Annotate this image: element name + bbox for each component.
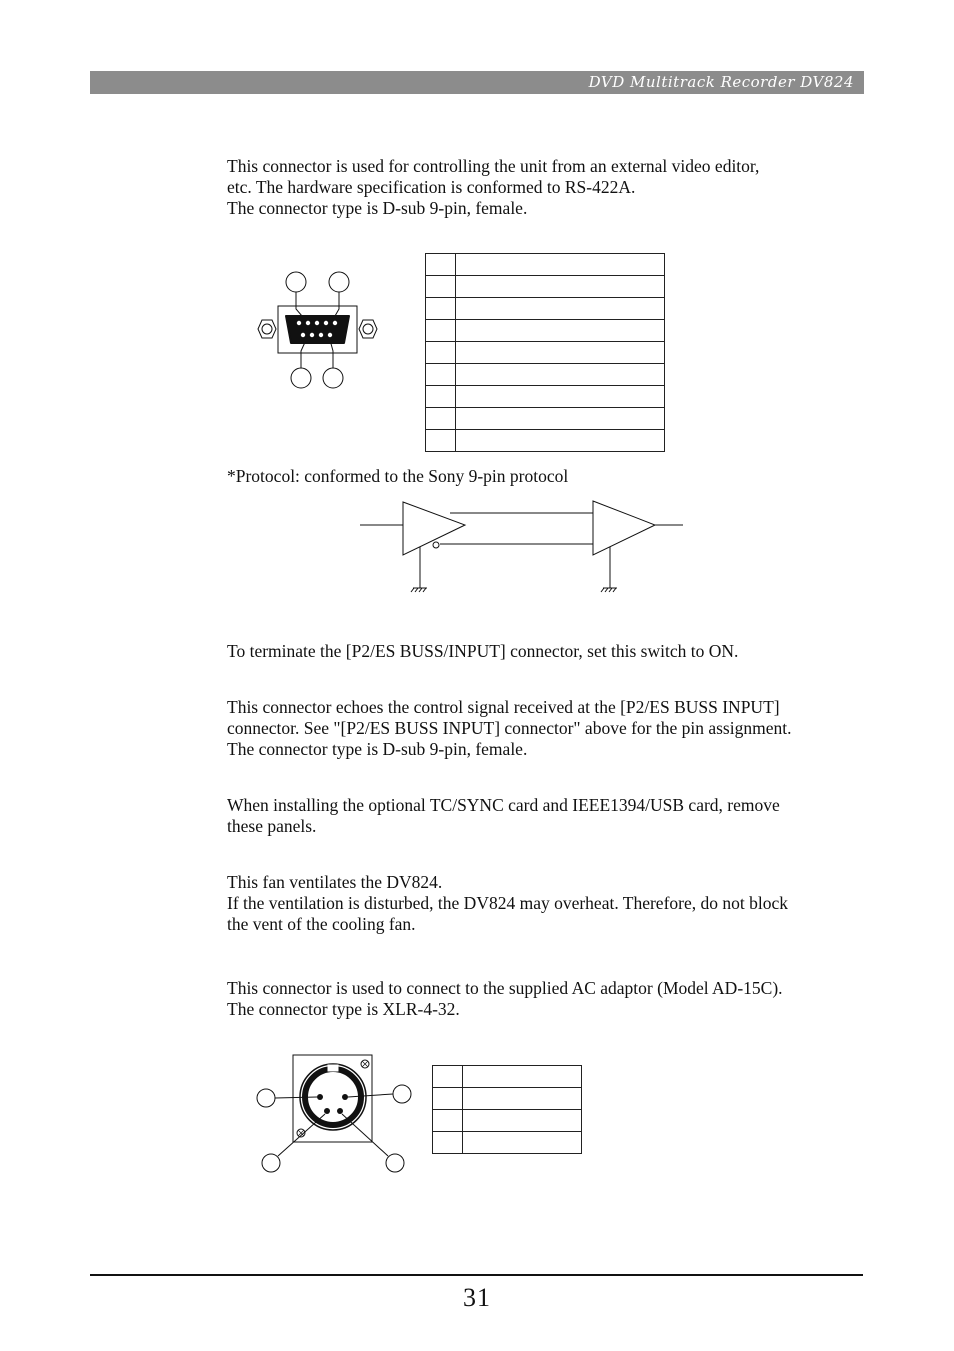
running-header [90,71,864,94]
option-panels-description [227,795,867,837]
text-line: The connector type is D-sub 9-pin, female. [227,739,528,759]
dc-in-description [227,978,867,1020]
text-line: the vent of the cooling fan. [227,914,416,934]
table-row [426,320,665,342]
text-line: This connector is used for controlling the unit from an external video editor, [227,156,760,176]
protocol-note [227,466,867,487]
table-row [426,342,665,364]
page-number: 31 [463,1283,491,1312]
dsub-9pin-diagram [250,265,390,395]
xlr-pin-table [432,1065,582,1154]
terminate-switch-description [227,641,867,662]
header-title: DVD Multitrack Recorder DV824 [588,73,854,91]
text-line: The connector type is D-sub 9-pin, female. [227,198,528,218]
table-row [426,276,665,298]
text-line: This connector is used to connect to the supplied AC adaptor (Model AD-15C). [227,978,783,998]
text-line: If the ventilation is disturbed, the DV824 may overheat. Therefore, do not block [227,893,788,913]
text-line: When installing the optional TC/SYNC card and IEEE1394/USB card, remove [227,795,780,815]
text-line: This connector echoes the control signal received at the [P2/ES BUSS INPUT] [227,697,780,717]
text-line: etc. The hardware specification is conformed to RS-422A. [227,177,636,197]
text-line: *Protocol: conformed to the Sony 9-pin protocol [227,466,569,486]
p2-connector-description [227,156,867,219]
cooling-fan-description [227,872,867,935]
text-line: This fan ventilates the DV824. [227,872,443,892]
text-line: To terminate the [P2/ES BUSS/INPUT] connector, set this switch to ON. [227,641,739,661]
dsub-pin-table [425,253,665,452]
table-row [426,298,665,320]
table-row [426,430,665,452]
table-row [433,1088,582,1110]
table-row [433,1132,582,1154]
xlr-4pin-diagram [250,1050,420,1175]
table-row [433,1110,582,1132]
text-line: connector. See "[P2/ES BUSS INPUT] connector" above for the pin assignment. [227,718,792,738]
rs422-circuit-diagram [355,495,695,600]
table-row [433,1066,582,1088]
table-row [426,408,665,430]
thru-connector-description [227,697,867,760]
text-line: these panels. [227,816,317,836]
table-row [426,386,665,408]
table-row [426,254,665,276]
footer-rule [90,1274,863,1276]
table-row [426,364,665,386]
text-line: The connector type is XLR-4-32. [227,999,460,1019]
